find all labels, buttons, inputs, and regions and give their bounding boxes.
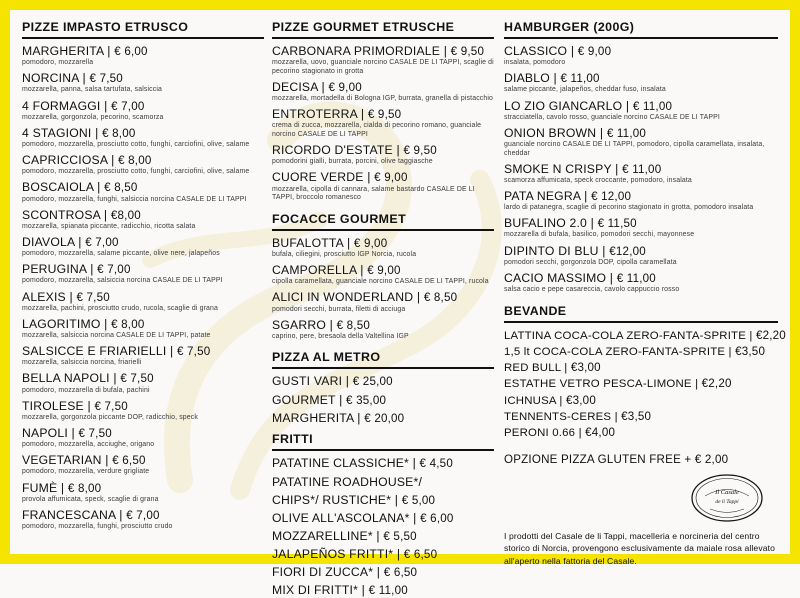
- border-top: [0, 0, 800, 10]
- item-description: pomodoro, mozzarella, prosciutto cotto, funghi, carciofini, olive, salame: [22, 141, 250, 148]
- item-name: NAPOLI: [22, 425, 68, 440]
- item-description: cipolla caramellata, guanciale norcino CASALE DE LI TAPPI, rucola: [272, 278, 489, 286]
- item-name: VEGETARIAN: [22, 453, 102, 468]
- item-name: CARBONARA PRIMORDIALE: [272, 44, 441, 58]
- item-name: FUMÈ: [22, 480, 58, 495]
- item-name: DIPINTO DI BLU: [504, 243, 599, 258]
- section-title: PIZZE GOURMET ETRUSCHE: [272, 20, 455, 34]
- menu-item: MARGHERITA | € 20,00: [272, 410, 405, 425]
- column-hamburger-bevande: [502, 20, 786, 566]
- item-description: pomodoro, mozzarella, verdure grigliate: [22, 468, 150, 476]
- item-name: ALEXIS: [22, 289, 66, 304]
- item-name: RICORDO D'ESTATE: [272, 143, 393, 158]
- item-price: € 9,00: [328, 80, 362, 94]
- item-name: JALAPEÑOS FRITTI*: [272, 547, 394, 562]
- item-description: pomodorini gialli, burrata, porcini, olive taggiasche: [272, 158, 433, 166]
- item-price: € 9,00: [577, 45, 612, 58]
- item-price: € 6,00: [420, 511, 454, 525]
- section-focacce-gourmet: [272, 212, 494, 342]
- item-price: € 9,50: [450, 45, 485, 58]
- item-name: ONION BROWN: [504, 125, 597, 140]
- item-price: € 12,00: [591, 190, 632, 204]
- section-bevande: [504, 303, 786, 440]
- menu-item: ICHNUSA | €3,00: [504, 393, 596, 407]
- menu-item: ONION BROWN | € 11,00 guanciale norcino CASALE DE LI TAPPI, pomodoro, cipolla caramellata, insalata, cheddar: [504, 127, 778, 158]
- item-name: MOZZARELLINE*: [272, 529, 373, 543]
- item-name: CHIPS*/ RUSTICHE*: [272, 492, 392, 507]
- menu-item: SALSICCE E FRIARIELLI | € 7,50 mozzarella, salsiccia norcina, friarielli: [22, 345, 264, 368]
- item-name: FIORI DI ZUCCA*: [272, 565, 374, 580]
- section-divider: [272, 449, 494, 451]
- item-name: ICHNUSA: [504, 394, 557, 407]
- item-price: € 11,00: [632, 99, 673, 113]
- menu-item: CAPRICCIOSA | € 8,00 pomodoro, mozzarella, prosciutto cotto, funghi, carciofini, olive, salame: [22, 154, 264, 177]
- item-name: LAGORITIMO: [22, 316, 101, 331]
- item-price: €3,50: [621, 409, 652, 423]
- item-price: € 6,00: [114, 45, 148, 58]
- item-name: DIAVOLA: [22, 234, 75, 249]
- menu-item: SMOKE N CRISPY | € 11,00 scamorza affumicata, speck croccante, pomodoro, insalata: [504, 163, 778, 186]
- item-price: € 5,50: [383, 530, 417, 543]
- item-description: pomodoro, mozzarella, acciughe, origano: [22, 441, 155, 449]
- menu-item: CLASSICO | € 9,00 insalata, pomodoro: [504, 45, 778, 68]
- item-price: € 11,50: [597, 217, 637, 231]
- item-price: € 7,00: [111, 99, 145, 113]
- menu-item: GOURMET | € 35,00: [272, 392, 387, 407]
- menu-item: NAPOLI | € 7,50 pomodoro, mozzarella, acciughe, origano: [22, 427, 264, 450]
- item-price: € 8,00: [67, 481, 102, 495]
- menu-item: MARGHERITA | € 6,00 pomodoro, mozzarella: [22, 45, 264, 68]
- menu-item: BELLA NAPOLI | € 7,50 pomodoro, mozzarella di bufala, pachini: [22, 372, 264, 395]
- menu-item: ENTROTERRA | € 9,50 crema di zucca, mozzarella, cialda di pecorino romano, guanciale norcino CASALE DE LI TAPPI: [272, 108, 494, 139]
- item-description: bufala, ciliegini, prosciutto IGP Norcia, rucola: [272, 250, 417, 258]
- item-name: DECISA: [272, 79, 318, 94]
- menu-item: PATA NEGRA | € 12,00 lardo di patanegra, scaglie di pecorino stagionato in grotta, pomodoro insalata: [504, 190, 778, 213]
- item-name: GOURMET: [272, 392, 336, 407]
- item-description: crema di zucca, mozzarella, cialda di pecorino romano, guanciale norcino CASALE DE LI TAPPI: [272, 122, 482, 138]
- section-divider: [504, 321, 778, 323]
- menu-item: CAMPORELLA | € 9,00 cipolla caramellata, guanciale norcino CASALE DE LI TAPPI, rucola: [272, 264, 494, 287]
- menu-item: RED BULL | €3,00: [504, 361, 601, 375]
- item-description: provola affumicata, speck, scaglie di grana: [22, 495, 159, 503]
- item-price: € 4,50: [419, 457, 453, 471]
- menu-item: ESTATHE VETRO PESCA-LIMONE | €2,20: [504, 377, 732, 391]
- item-description: caprino, pere, bresaola della Valtellina IGP: [272, 332, 409, 340]
- item-description: mozzarella, mortadella di Bologna IGP, burrata, granella di pistacchio: [272, 95, 494, 103]
- menu-item: DIABLO | € 11,00 salame piccante, jalapeños, cheddar fuso, insalata: [504, 72, 778, 95]
- item-price: €2,20: [755, 328, 786, 342]
- section-title: PIZZA AL METRO: [272, 350, 381, 365]
- menu-item: LAGORITIMO | € 8,00 mozzarella, salsiccia norcina CASALE DE LI TAPPI, patate: [22, 318, 264, 341]
- item-description: pomodori secchi, gorgonzola DOP, cipolla caramellata: [504, 258, 677, 266]
- item-description: mozzarella, gorgonzola, pecorino, scamorza: [22, 113, 164, 121]
- item-price: € 9,00: [367, 264, 401, 278]
- logo-badge-area: [504, 476, 778, 528]
- item-name: ALICI IN WONDERLAND: [272, 290, 414, 305]
- item-description: pomodoro, mozzarella, prosciutto cotto, funghi, carciofini, olive, salame: [22, 168, 250, 176]
- item-description: mozzarella di bufala, basilico, pomodori secchi, mayonnese: [504, 231, 695, 239]
- menu-item: GUSTI VARI | € 25,00: [272, 374, 393, 389]
- item-name: TIROLESE: [22, 398, 84, 413]
- item-description: guanciale norcino CASALE DE LI TAPPI, pomodoro, cipolla caramellata, insalata, cheddar: [504, 141, 765, 157]
- menu-item: FIORI DI ZUCCA* | € 6,50: [272, 565, 418, 580]
- item-name: NORCINA: [22, 71, 79, 86]
- menu-item: 4 FORMAGGI | € 7,00 mozzarella, gorgonzola, pecorino, scamorza: [22, 100, 264, 123]
- item-name: MARGHERITA: [22, 44, 104, 58]
- item-name: 4 FORMAGGI: [22, 98, 101, 113]
- section-pizza-al-metro: [272, 350, 494, 425]
- column-pizze-impasto-etrusco: [22, 20, 272, 548]
- item-name: LO ZIO GIANCARLO: [504, 98, 623, 113]
- item-price: € 11,00: [622, 162, 662, 176]
- svg-text:de li Tappi: de li Tappi: [715, 499, 739, 506]
- menu-columns: [22, 20, 786, 598]
- item-description: salsa cacio e pepe casareccia, cavolo cappuccio rosso: [504, 286, 680, 294]
- item-description: mozzarella, uovo, guanciale norcino CASALE DE LI TAPPI, scaglie di pecorino stagionato in grotta: [272, 59, 494, 75]
- section-title: BEVANDE: [504, 303, 567, 318]
- item-description: lardo di patanegra, scaglie di pecorino stagionato in grotta, pomodoro insalata: [504, 204, 754, 212]
- item-name: ESTATHE VETRO PESCA-LIMONE: [504, 378, 692, 391]
- item-price: € 6,50: [112, 454, 146, 468]
- border-right: [790, 0, 800, 564]
- item-description: pomodoro, mozzarella: [22, 59, 94, 67]
- item-name: RED BULL: [504, 362, 561, 375]
- item-price: € 9,50: [403, 144, 437, 158]
- section-title: HAMBURGER (200G): [504, 20, 635, 34]
- menu-item: CACIO MASSIMO | € 11,00 salsa cacio e pepe casareccia, cavolo cappuccio rosso: [504, 272, 778, 295]
- menu-item: DIAVOLA | € 7,00 pomodoro, mozzarella, salame piccante, olive nere, jalapeños: [22, 236, 264, 259]
- item-price: €2,20: [701, 377, 732, 391]
- menu-item: SGARRO | € 8,50 caprino, pere, bresaola della Valtellina IGP: [272, 319, 494, 342]
- menu-item: PERUGINA | € 7,00 pomodoro, mozzarella, salsiccia norcina CASALE DE LI TAPPI: [22, 263, 264, 286]
- menu-item: RICORDO D'ESTATE | € 9,50 pomodorini gialli, burrata, porcini, olive taggiasche: [272, 144, 494, 167]
- section-pizze-impasto-etrusco: [22, 20, 264, 532]
- item-name: PATA NEGRA: [504, 189, 581, 204]
- border-left: [0, 0, 10, 564]
- gluten-free-note: OPZIONE PIZZA GLUTEN FREE + € 2,00: [504, 453, 729, 467]
- item-description: mozzarella, salsiccia norcina CASALE DE LI TAPPI, patate: [22, 331, 211, 339]
- item-name: BOSCAIOLA: [22, 180, 94, 195]
- item-description: pomodoro, mozzarella, funghi, prosciutto crudo: [22, 522, 173, 530]
- menu-item: VEGETARIAN | € 6,50 pomodoro, mozzarella, verdure grigliate: [22, 454, 264, 477]
- item-price: € 9,50: [367, 108, 402, 122]
- item-price: € 9,00: [353, 236, 388, 250]
- item-name: TENNENTS-CERES: [504, 410, 612, 423]
- item-price: € 6,50: [403, 548, 438, 562]
- menu-item: MOZZARELLINE* | € 5,50: [272, 529, 417, 543]
- item-description: mozzarella, gorgonzola piccante DOP, radicchio, speck: [22, 413, 198, 421]
- item-price: € 20,00: [364, 411, 405, 425]
- menu-item: MIX DI FRITTI* | € 11,00: [272, 583, 408, 598]
- section-fritti: [272, 432, 494, 598]
- item-price: € 8,50: [423, 291, 458, 305]
- item-price: €8,00: [110, 208, 141, 222]
- item-description: pomodoro, mozzarella, salsiccia norcina CASALE DE LI TAPPI: [22, 277, 223, 285]
- menu-item: ALEXIS | € 7,50 mozzarella, pachini, prosciutto crudo, rucola, scaglie di grana: [22, 291, 264, 314]
- item-price: € 35,00: [346, 393, 387, 407]
- section-divider: [272, 37, 494, 39]
- item-name: SALSICCE E FRIARIELLI: [22, 344, 167, 359]
- item-name: CACIO MASSIMO: [504, 270, 607, 285]
- item-name: GUSTI VARI: [272, 374, 343, 389]
- section-hamburger: [504, 20, 778, 295]
- item-description: mozzarella, panna, salsa tartufata, salsiccia: [22, 86, 163, 94]
- item-description: pomodoro, mozzarella di bufala, pachini: [22, 386, 150, 394]
- section-pizze-gourmet-etrusche: [272, 20, 494, 203]
- menu-item: 1,5 lt COCA-COLA ZERO-FANTA-SPRITE | €3,50: [504, 344, 766, 358]
- item-price: € 11,00: [616, 271, 656, 285]
- menu-item: PATATINE CLASSICHE* | € 4,50: [272, 456, 453, 471]
- item-price: € 7,50: [76, 290, 110, 304]
- svg-text:Il Casale: Il Casale: [715, 489, 739, 497]
- item-name: SMOKE N CRISPY: [504, 161, 612, 176]
- menu-item: FUMÈ | € 8,00 provola affumicata, speck, scaglie di grana: [22, 482, 264, 505]
- item-price: € 8,00: [111, 317, 145, 331]
- section-title: FRITTI: [272, 432, 313, 447]
- item-name: SCONTROSA: [22, 207, 101, 222]
- menu-item: FRANCESCANA | € 7,00 pomodoro, mozzarella, funghi, prosciutto crudo: [22, 509, 264, 532]
- item-name: PATATINE ROADHOUSE*/: [272, 474, 423, 489]
- item-description: insalata, pomodoro: [504, 59, 566, 67]
- footer-note: I prodotti del Casale de li Tappi, macelleria e norcineria del centro storico di Norcia, provengono esclusivamente da maiale rosa allevato all'aperto nella fattoria del Casale.: [504, 531, 775, 566]
- item-description: stracciatella, cavolo rosso, guanciale norcino CASALE DE LI TAPPI: [504, 113, 720, 121]
- item-price: €4,00: [585, 426, 616, 440]
- menu-item: CUORE VERDE | € 9,00 mozzarella, cipolla di cannara, salame bastardo CASALE DE LI TAPPI, broccolo romanesco: [272, 171, 494, 202]
- item-price: € 7,50: [120, 372, 154, 386]
- section-divider: [272, 367, 494, 369]
- item-name: BELLA NAPOLI: [22, 371, 110, 386]
- item-name: MARGHERITA: [272, 410, 354, 425]
- item-price: € 8,00: [118, 154, 152, 168]
- item-description: mozzarella, salsiccia norcina, friarielli: [22, 359, 142, 367]
- menu-item: LATTINA COCA-COLA ZERO-FANTA-SPRITE | €2,20: [504, 328, 786, 342]
- item-name: MIX DI FRITTI*: [272, 583, 359, 598]
- section-title: PIZZE IMPASTO ETRUSCO: [22, 20, 189, 34]
- section-divider: [22, 37, 264, 39]
- item-description: scamorza affumicata, speck croccante, pomodoro, insalata: [504, 176, 692, 184]
- item-name: BUFALOTTA: [272, 235, 344, 250]
- item-price: € 11,00: [560, 72, 600, 86]
- menu-page: [10, 10, 790, 598]
- item-name: SGARRO: [272, 317, 327, 332]
- menu-item: OLIVE ALL'ASCOLANA* | € 6,00: [272, 510, 454, 525]
- item-price: € 25,00: [352, 375, 393, 389]
- menu-item: DIPINTO DI BLU | €12,00 pomodori secchi, gorgonzola DOP, cipolla caramellata: [504, 245, 778, 268]
- item-price: € 7,50: [94, 399, 128, 413]
- menu-item: PERONI 0.66 | €4,00: [504, 426, 616, 440]
- item-price: € 7,00: [85, 235, 119, 249]
- item-description: pomodori secchi, burrata, filetti di acciuga: [272, 305, 406, 313]
- menu-item: BUFALINO 2.0 | € 11,50 mozzarella di bufala, basilico, pomodori secchi, mayonnese: [504, 217, 778, 240]
- casale-de-li-tappi-logo: [690, 472, 764, 524]
- item-price: €3,00: [570, 361, 601, 375]
- item-name: FRANCESCANA: [22, 507, 116, 522]
- item-price: € 11,00: [368, 584, 408, 598]
- item-price: € 5,00: [401, 493, 436, 507]
- item-price: €3,00: [565, 393, 596, 407]
- section-divider: [272, 229, 494, 231]
- item-name: 4 STAGIONI: [22, 125, 92, 140]
- menu-item: NORCINA | € 7,50 mozzarella, panna, salsa tartufata, salsiccia: [22, 72, 264, 95]
- item-description: mozzarella, cipolla di cannara, salame bastardo CASALE DE LI TAPPI, broccolo romanesco: [272, 185, 475, 202]
- menu-item: CARBONARA PRIMORDIALE | € 9,50 mozzarella, uovo, guanciale norcino CASALE DE LI TAPPI, scaglie di pecorino stagionato in grotta: [272, 44, 494, 75]
- item-name: CUORE VERDE: [272, 170, 364, 185]
- item-price: € 7,50: [78, 426, 112, 440]
- menu-item: ALICI IN WONDERLAND | € 8,50 pomodori secchi, burrata, filetti di acciuga: [272, 291, 494, 314]
- menu-item: DECISA | € 9,00 mozzarella, mortadella di Bologna IGP, burrata, granella di pistacchio: [272, 79, 494, 103]
- item-name: CLASSICO: [504, 44, 568, 58]
- item-name: ENTROTERRA: [272, 107, 358, 122]
- item-price: €12,00: [609, 244, 646, 258]
- menu-item: TIROLESE | € 7,50 mozzarella, gorgonzola piccante DOP, radicchio, speck: [22, 400, 264, 423]
- item-price: € 8,50: [104, 181, 138, 195]
- item-name: LATTINA COCA-COLA ZERO-FANTA-SPRITE: [504, 329, 747, 342]
- menu-item: JALAPEÑOS FRITTI* | € 6,50: [272, 547, 438, 562]
- menu-item: CHIPS*/ RUSTICHE* | € 5,00: [272, 492, 436, 507]
- item-name: 1,5 lt COCA-COLA ZERO-FANTA-SPRITE: [504, 345, 726, 358]
- item-description: pomodoro, mozzarella, salame piccante, olive nere, jalapeños: [22, 250, 220, 258]
- item-name: DIABLO: [504, 71, 550, 86]
- item-name: CAMPORELLA: [272, 263, 357, 278]
- item-name: OLIVE ALL'ASCOLANA*: [272, 510, 410, 525]
- item-name: PERUGINA: [22, 262, 87, 277]
- item-name: BUFALINO 2.0: [504, 216, 588, 231]
- section-divider: [504, 37, 778, 39]
- item-price: € 7,00: [97, 263, 131, 277]
- item-description: salame piccante, jalapeños, cheddar fuso, insalata: [504, 86, 666, 94]
- item-description: mozzarella, pachini, prosciutto crudo, rucola, scaglie di grana: [22, 304, 218, 312]
- item-price: € 8,00: [102, 126, 136, 140]
- item-name: CAPRICCIOSA: [22, 153, 108, 168]
- item-description: mozzarella, spianata piccante, radicchio, ricotta salata: [22, 222, 196, 230]
- item-name: PATATINE CLASSICHE*: [272, 456, 409, 471]
- column-pizze-gourmet-etrusche: [272, 20, 502, 598]
- item-price: € 7,50: [176, 345, 211, 359]
- menu-item: LO ZIO GIANCARLO | € 11,00 stracciatella, cavolo rosso, guanciale norcino CASALE DE LI TAPPI: [504, 100, 778, 123]
- item-price: € 11,00: [606, 126, 647, 140]
- item-name: PERONI 0.66: [504, 427, 576, 440]
- item-price: €3,50: [735, 344, 766, 358]
- menu-item: [272, 476, 494, 490]
- menu-item: SCONTROSA | €8,00 mozzarella, spianata piccante, radicchio, ricotta salata: [22, 209, 264, 232]
- item-price: € 8,50: [336, 318, 371, 332]
- menu-item: TENNENTS-CERES | €3,50: [504, 409, 652, 423]
- item-description: pomodoro, mozzarella, funghi, salsiccia norcina CASALE DE LI TAPPI: [22, 195, 247, 203]
- menu-item: BOSCAIOLA | € 8,50 pomodoro, mozzarella, funghi, salsiccia norcina CASALE DE LI TAPPI: [22, 181, 264, 204]
- section-title: FOCACCE GOURMET: [272, 211, 407, 226]
- menu-item: 4 STAGIONI | € 8,00 pomodoro, mozzarella, prosciutto cotto, funghi, carciofini, olive, salame: [22, 127, 264, 150]
- item-price: € 9,00: [374, 171, 408, 185]
- item-price: € 7,50: [89, 72, 123, 86]
- menu-item: BUFALOTTA | € 9,00 bufala, ciliegini, prosciutto IGP Norcia, rucola: [272, 237, 494, 260]
- item-price: € 7,00: [126, 508, 160, 522]
- item-price: € 6,50: [383, 566, 418, 580]
